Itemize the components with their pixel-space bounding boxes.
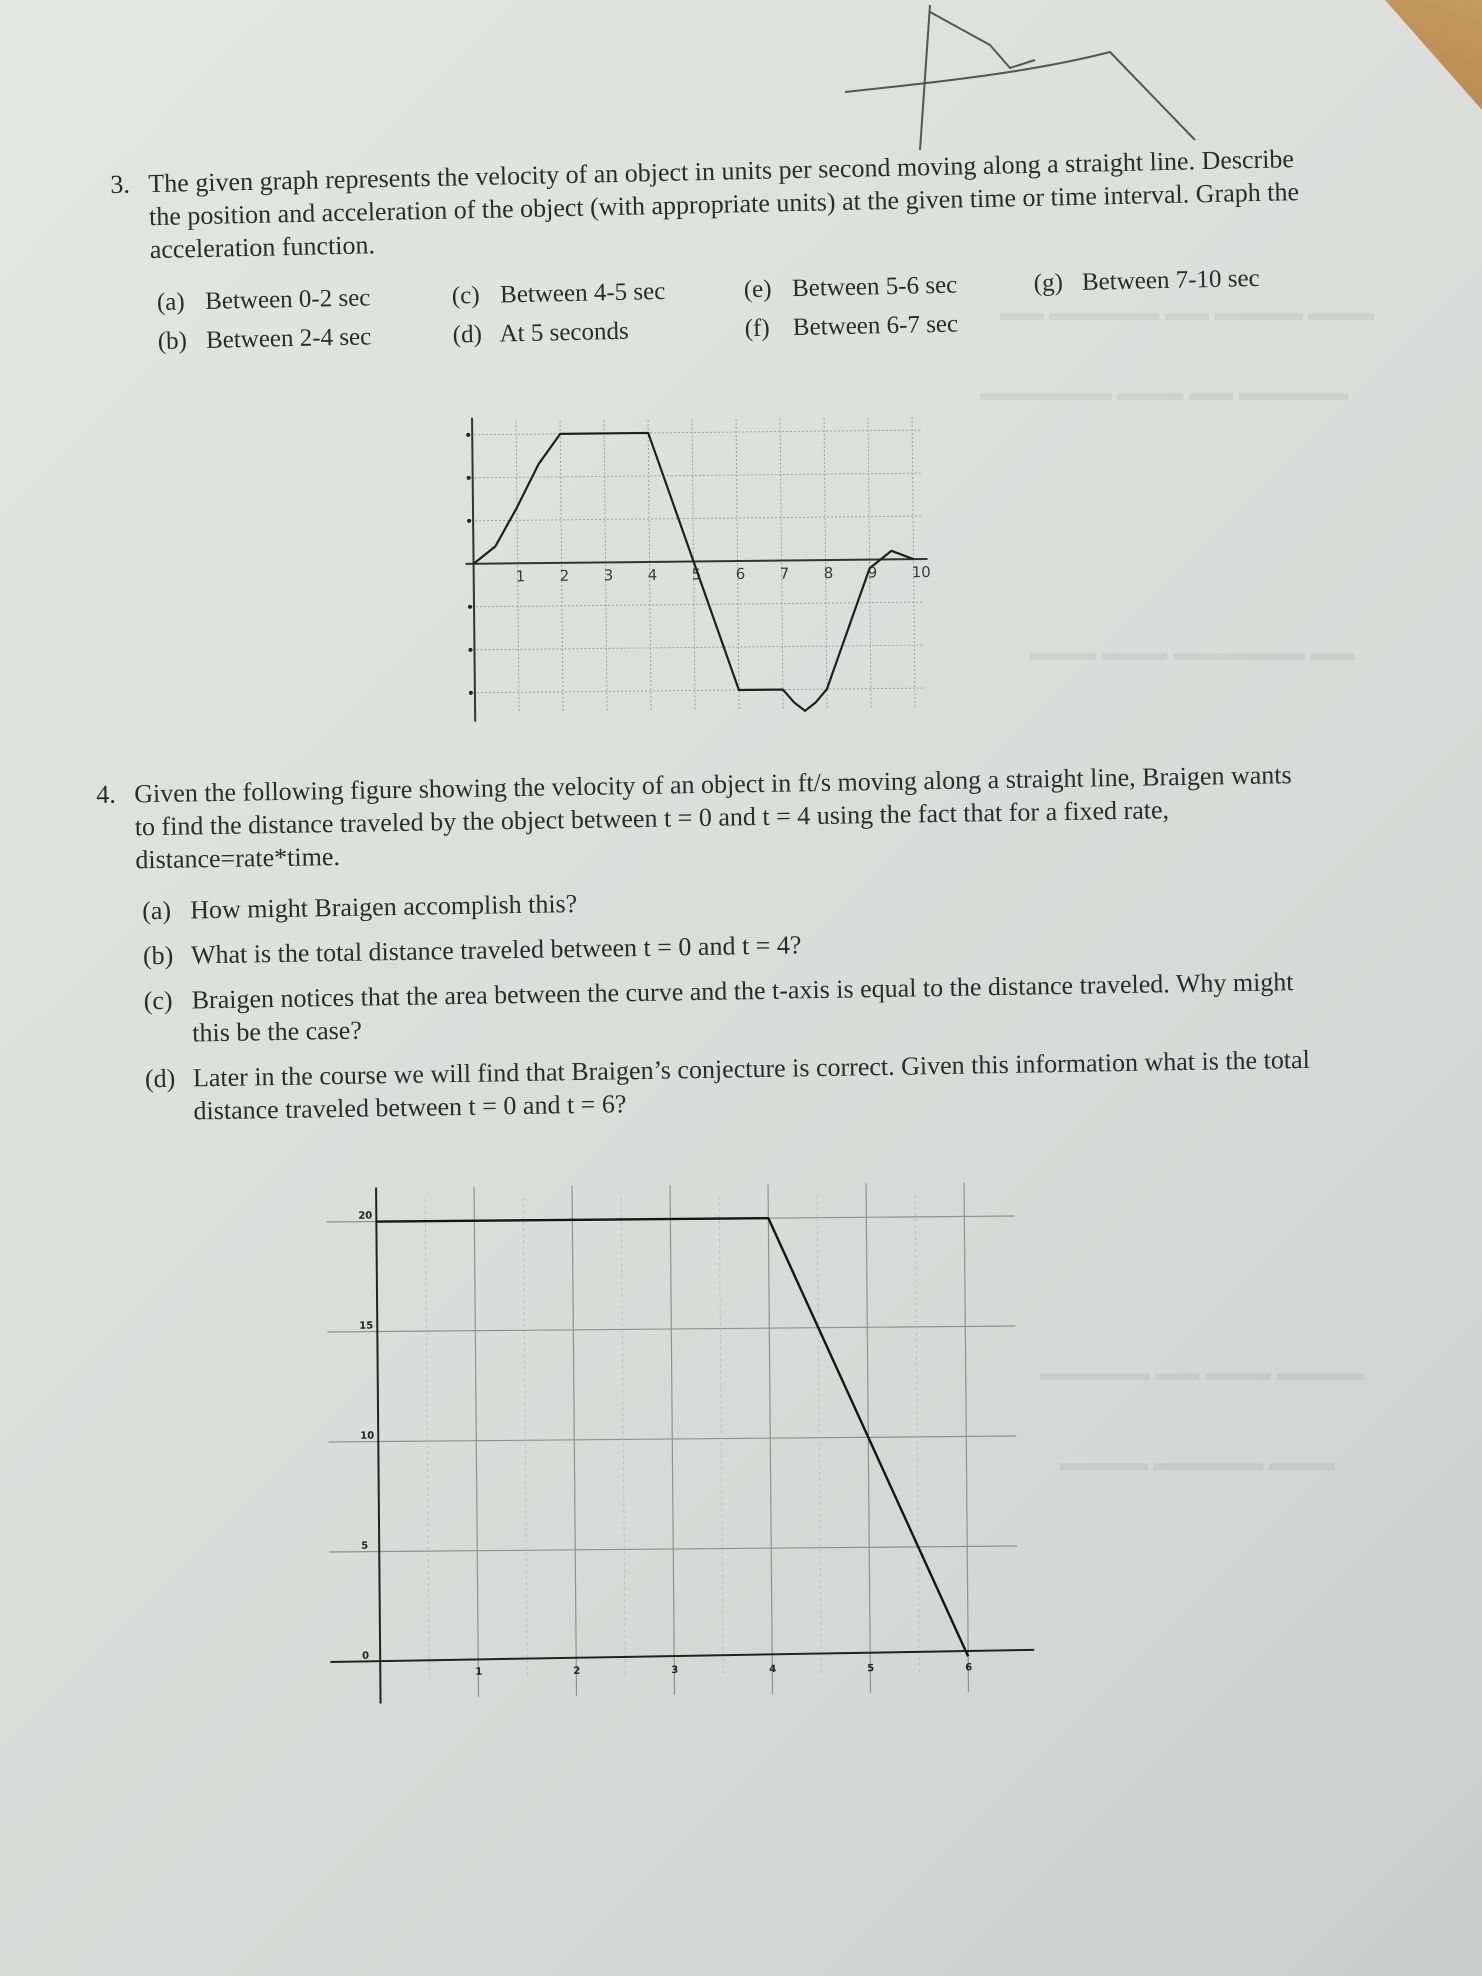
x-tick-label: 6 [965,1662,973,1674]
grid-line [670,1185,674,1695]
velocity-graph-q3 [452,409,945,734]
x-tick-label: 2 [573,1665,581,1677]
question-text: The given graph represents the velocity of an object in units per second moving along a straight line. Describe the position and acceleration of the object (with appropriate units) at the given time or time interval. Graph the acceleration function. [148,144,1300,265]
x-tick-label: 1 [515,567,526,586]
y-tick-label: 20 [358,1210,373,1222]
y-tick-mark [469,691,473,695]
part-item: (c) Between 4-5 sec [451,277,666,310]
x-tick-label: 2 [559,566,570,585]
question-3-parts [157,261,1304,358]
minor-grid-line [523,1198,527,1678]
grid-line [768,1184,772,1694]
x-tick-label: 3 [603,566,614,585]
y-axis [472,418,475,722]
part-item: (a) How might Braigen accomplish this? [141,889,578,926]
y-tick-mark [466,433,470,437]
question-4 [96,758,1322,1141]
x-tick-label: 10 [911,562,931,582]
question-number: 4. [96,779,117,809]
part-item: (a) Between 0-2 sec [156,284,371,317]
minor-grid-line [621,1197,625,1677]
y-tick-label: 15 [359,1320,374,1332]
grid-line [572,1186,576,1696]
y-tick-label: 0 [362,1650,370,1662]
x-tick-label: 1 [475,1666,483,1678]
y-tick-mark [468,605,472,609]
x-tick-label: 4 [647,565,658,584]
y-tick-label: 5 [361,1540,369,1552]
part-item: (f) Between 6-7 sec [744,310,959,343]
part-item: (e) Between 5-6 sec [743,271,958,304]
x-tick-label: 6 [735,564,746,584]
part-item: (g) Between 7-10 sec [1033,264,1260,297]
part-item: (d) Later in the course we will find that Braigen’s conjecture is correct. Given this information what is the total distance traveled between t = 0 and t = 6? [144,1044,1311,1126]
minor-grid-line [915,1195,919,1675]
minor-grid-line [817,1196,821,1676]
grid-line [467,516,923,521]
part-item: (c) Braigen notices that the area between the curve and the t-axis is equal to the distance traveled. Why might this be the case? [143,967,1294,1048]
part-item: (b) Between 2-4 sec [157,323,372,355]
x-tick-label: 9 [867,563,878,582]
part-item: (b) What is the total distance traveled between t = 0 and t = 4? [142,930,802,971]
grid-line [466,430,922,435]
x-axis [466,559,928,564]
question-number: 3. [110,169,131,199]
y-tick-mark [467,519,471,523]
x-tick-label: 4 [769,1664,777,1676]
x-tick-label: 3 [671,1664,679,1677]
x-tick-label: 5 [867,1663,875,1675]
x-axis [330,1650,1034,1662]
x-tick-label: 7 [779,564,790,583]
y-tick-label: 10 [360,1430,375,1442]
grid-line [467,473,923,478]
grid-line [469,688,925,693]
question-3 [110,142,1304,359]
grid-line [468,645,924,650]
velocity-graph-q4 [326,1174,1051,1720]
minor-grid-line [425,1199,429,1679]
part-item: (d) At 5 seconds [452,317,630,349]
x-tick-label: 5 [691,565,702,584]
y-tick-mark [468,648,472,652]
grid-line [474,1187,478,1697]
y-tick-mark [467,476,471,480]
pencil-doodle [840,0,1240,160]
minor-grid-line [719,1197,723,1677]
grid-line [964,1182,968,1692]
question-text: Given the following figure showing the velocity of an object in ft/s moving along a straight line, Braigen wants to find the distance traveled by the object between t = 0 and t = 4 using the fact that for a fixed rate, distance=rate*time. [134,760,1292,875]
y-axis [376,1188,381,1704]
question-4-parts [142,875,1322,1128]
x-tick-label: 8 [823,564,834,583]
